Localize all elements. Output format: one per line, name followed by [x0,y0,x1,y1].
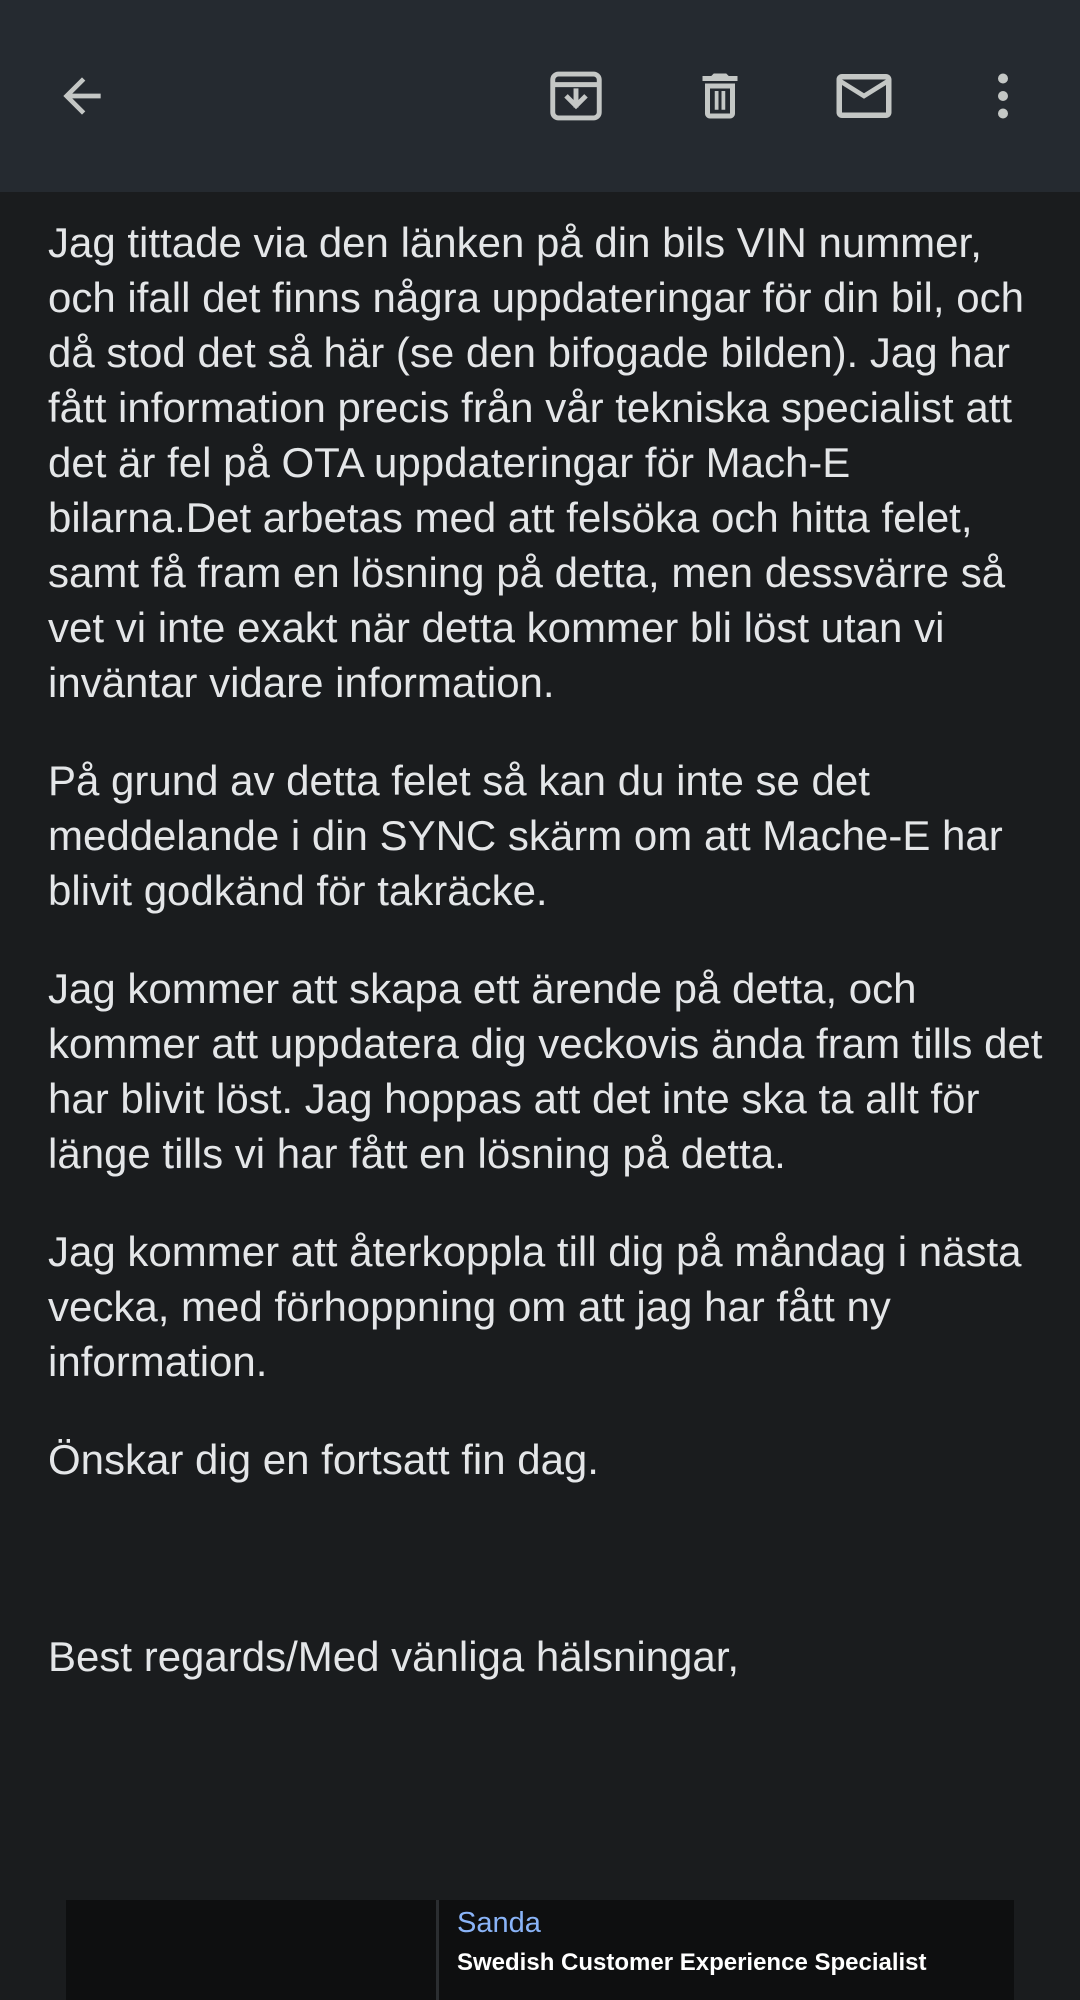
email-paragraph: På grund av detta felet så kan du inte se det meddelande i din SYNC skärm om att Mache-E har blivit godkänd för takräcke. [48,757,1003,914]
email-body [48,215,1048,1684]
archive-button[interactable] [536,56,616,136]
more-options-button[interactable] [963,56,1043,136]
email-paragraph: Jag tittade via den länken på din bils VIN nummer, och ifall det finns några uppdateringar för din bil, och då stod det så här (se den bifogade bilden). Jag har fått information precis från vår tekniska specialist att det är fel på OTA uppdateringar för Mach-E bilarna.Det arbetas med att felsöka och hitta felet, samt få fram en lösning på detta, men dessvärre så vet vi inte exakt när detta kommer bli löst utan vi inväntar vidare information. [48,219,1024,706]
mark-unread-button[interactable] [824,56,904,136]
archive-icon [545,65,607,127]
email-signature [66,1900,1014,2000]
back-button[interactable] [42,56,122,136]
more-vert-icon [973,66,1033,126]
signature-title: Swedish Customer Experience Specialist [457,1949,927,1976]
signature-name[interactable]: Sanda [457,1907,541,1939]
arrow-left-icon [54,68,110,124]
email-paragraph: Jag kommer att återkoppla till dig på måndag i nästa vecka, med förhoppning om att jag har fått ny information. [48,1228,1022,1385]
mail-unread-icon [831,63,897,129]
top-app-bar [0,0,1080,192]
email-closing: Best regards/Med vänliga hälsningar, [48,1633,740,1680]
trash-icon [690,66,750,126]
signature-divider [436,1900,439,2000]
delete-button[interactable] [680,56,760,136]
email-paragraph: Önskar dig en fortsatt fin dag. [48,1436,599,1483]
email-paragraph: Jag kommer att skapa ett ärende på detta, och kommer att uppdatera dig veckovis ända fram tills det har blivit löst. Jag hoppas att det inte ska ta allt för länge tills vi har fått en lösning på detta. [48,965,1043,1177]
